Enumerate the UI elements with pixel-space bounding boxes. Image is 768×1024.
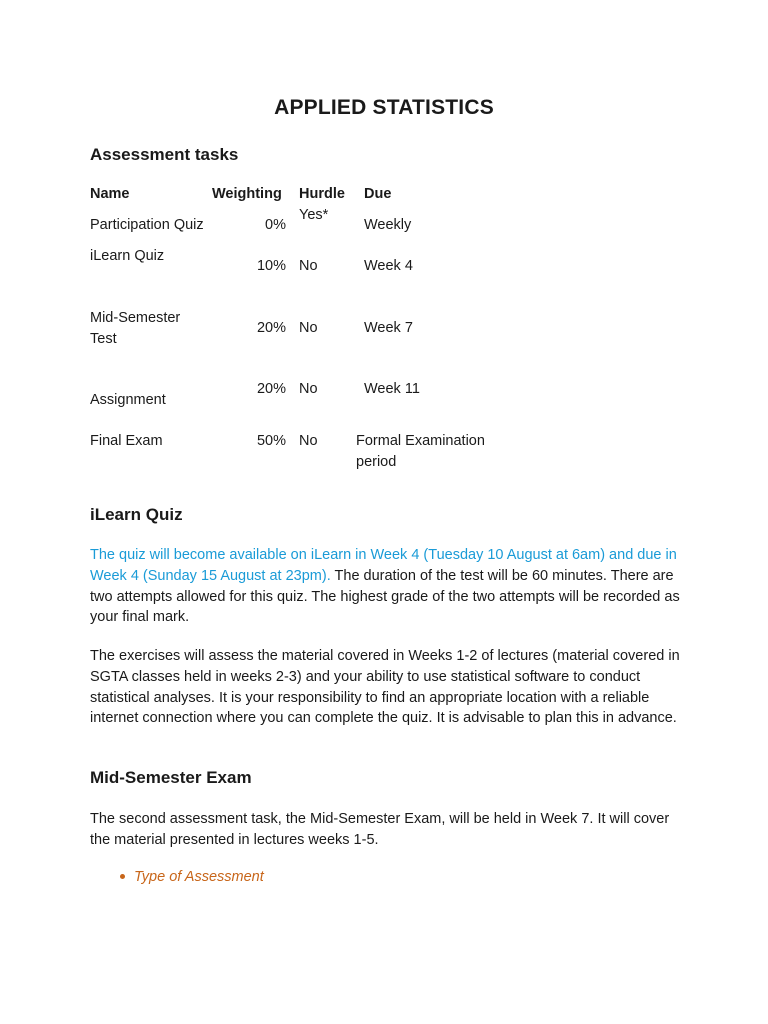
- bullet-text: Type of Assessment: [134, 869, 264, 885]
- page-title: APPLIED STATISTICS: [274, 96, 494, 119]
- midsem-exam-heading: Mid-Semester Exam: [90, 768, 252, 787]
- bullet-list-item: [120, 869, 264, 885]
- row-name: Mid-Semester: [90, 310, 181, 326]
- row-due-continued: period: [356, 454, 397, 470]
- row-due: Formal Examination: [356, 433, 485, 449]
- col-header-weighting: Weighting: [212, 186, 282, 202]
- col-header-name: Name: [90, 186, 130, 202]
- col-header-due: Due: [364, 186, 392, 202]
- row-due: Week 4: [364, 258, 413, 274]
- row-due: Week 7: [364, 320, 413, 336]
- col-header-hurdle: Hurdle: [299, 186, 345, 202]
- row-hurdle: No: [299, 258, 318, 274]
- row-weighting: 20%: [256, 381, 286, 397]
- row-weighting: 20%: [256, 320, 286, 336]
- assessment-tasks-heading: Assessment tasks: [90, 145, 239, 164]
- row-hurdle: No: [299, 381, 318, 397]
- bullet-icon: [120, 874, 125, 879]
- ilearn-paragraph-1: [90, 545, 690, 628]
- ilearn-paragraph-2: The exercises will assess the material covered in Weeks 1-2 of lectures (material covered in SGTA classes held in weeks 2-3) and your ability to use statistical software to conduct statistical analyses. It is your responsibility to find an appropriate location with a reliable internet connection where you can complete the quiz. It is advisable to plan this in advance.: [90, 648, 680, 727]
- ilearn-schedule-link-text: The quiz will become available on iLearn in Week 4 (Tuesday 10 August at 6am) and due in Week 4 (Sunday 15 August at 23pm).: [90, 547, 677, 584]
- row-name: iLearn Quiz: [90, 248, 165, 264]
- row-name-continued: Test: [90, 331, 117, 347]
- row-hurdle: No: [299, 433, 318, 449]
- row-weighting: 10%: [256, 258, 286, 274]
- row-hurdle: No: [299, 320, 318, 336]
- row-name: Participation Quiz: [90, 217, 204, 233]
- row-due: Weekly: [364, 217, 412, 233]
- row-name: Assignment: [90, 392, 166, 408]
- row-due: Week 11: [364, 381, 420, 397]
- ilearn-paragraph-1-rest: The duration of the test will be 60 minutes. There are two attempts allowed for this quiz. The highest grade of the two attempts will be recorded as your final mark.: [90, 567, 680, 626]
- ilearn-quiz-heading: iLearn Quiz: [90, 505, 183, 524]
- row-weighting: 0%: [265, 217, 286, 233]
- row-weighting: 50%: [256, 433, 286, 449]
- row-name: Final Exam: [90, 433, 163, 449]
- midsem-paragraph-1: The second assessment task, the Mid-Semester Exam, will be held in Week 7. It will cover the material presented in lectures weeks 1-5.: [90, 811, 670, 848]
- row-hurdle: Yes*: [299, 207, 329, 223]
